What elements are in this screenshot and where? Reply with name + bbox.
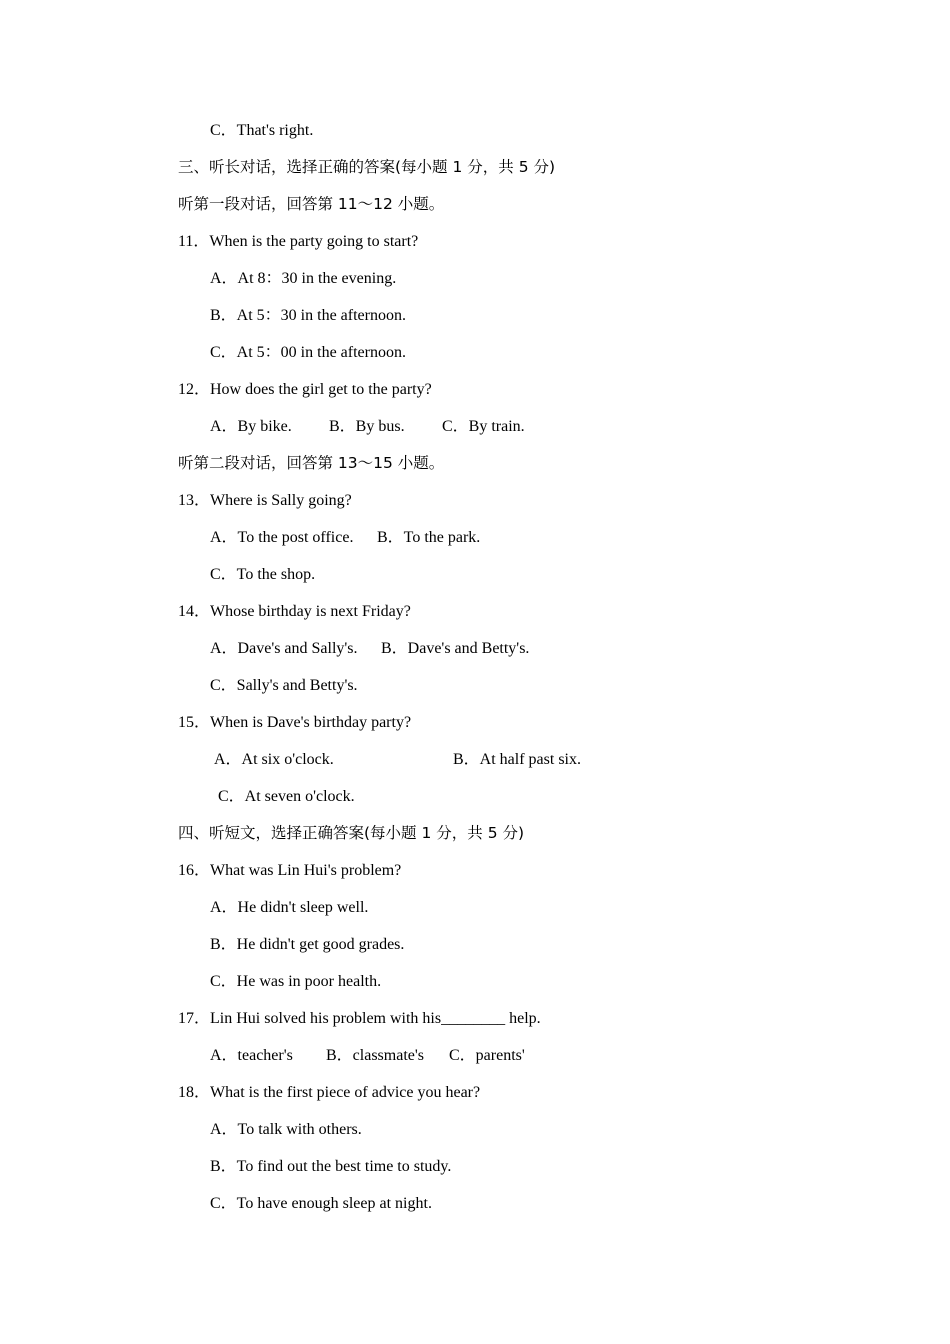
option-text: A．Dave's and Sally's. (210, 640, 358, 657)
option-text: C．By train. (442, 418, 525, 435)
dialogue-heading: 听第二段对话，回答第 13～15 小题。 (178, 454, 445, 472)
option-text: B．By bus. (329, 418, 405, 435)
question-text: 11．When is the party going to start? (178, 233, 419, 250)
option-text: C．He was in poor health. (210, 973, 382, 990)
option-text: B．At half past six. (453, 751, 581, 768)
option-text: B．To find out the best time to study. (210, 1158, 452, 1175)
option-text: B．At 5：30 in the afternoon. (210, 307, 406, 324)
option-text: A．To the post office. (210, 529, 354, 546)
option-text: C．That's right. (210, 122, 314, 139)
option-text: C．To the shop. (210, 566, 316, 583)
question-text: 18．What is the first piece of advice you hear? (178, 1084, 481, 1101)
section-heading: 三、听长对话，选择正确的答案(每小题 1 分，共 5 分) (178, 158, 556, 176)
option-text: C．parents' (449, 1047, 525, 1064)
question-text: 15．When is Dave's birthday party? (178, 714, 412, 731)
option-text: A．To talk with others. (210, 1121, 362, 1138)
section-heading: 四、听短文，选择正确答案(每小题 1 分，共 5 分) (178, 824, 525, 842)
question-text: 14．Whose birthday is next Friday? (178, 603, 411, 620)
option-text: C．Sally's and Betty's. (210, 677, 358, 694)
question-text: 17．Lin Hui solved his problem with his________ help. (178, 1010, 541, 1027)
option-text: B．To the park. (377, 529, 481, 546)
option-text: C．At 5：00 in the afternoon. (210, 344, 406, 361)
question-text: 12．How does the girl get to the party? (178, 381, 432, 398)
option-text: B．He didn't get good grades. (210, 936, 405, 953)
option-text: B．classmate's (326, 1047, 424, 1064)
option-text: C．At seven o'clock. (218, 788, 355, 805)
option-text: B．Dave's and Betty's. (381, 640, 530, 657)
option-text: A．By bike. (210, 418, 292, 435)
option-text: A．At 8：30 in the evening. (210, 270, 397, 287)
option-text: A．teacher's (210, 1047, 293, 1064)
dialogue-heading: 听第一段对话，回答第 11～12 小题。 (178, 195, 445, 213)
question-text: 16．What was Lin Hui's problem? (178, 862, 402, 879)
question-text: 13．Where is Sally going? (178, 492, 352, 509)
option-text: C．To have enough sleep at night. (210, 1195, 432, 1212)
option-text: A．At six o'clock. (214, 751, 334, 768)
option-text: A．He didn't sleep well. (210, 899, 369, 916)
